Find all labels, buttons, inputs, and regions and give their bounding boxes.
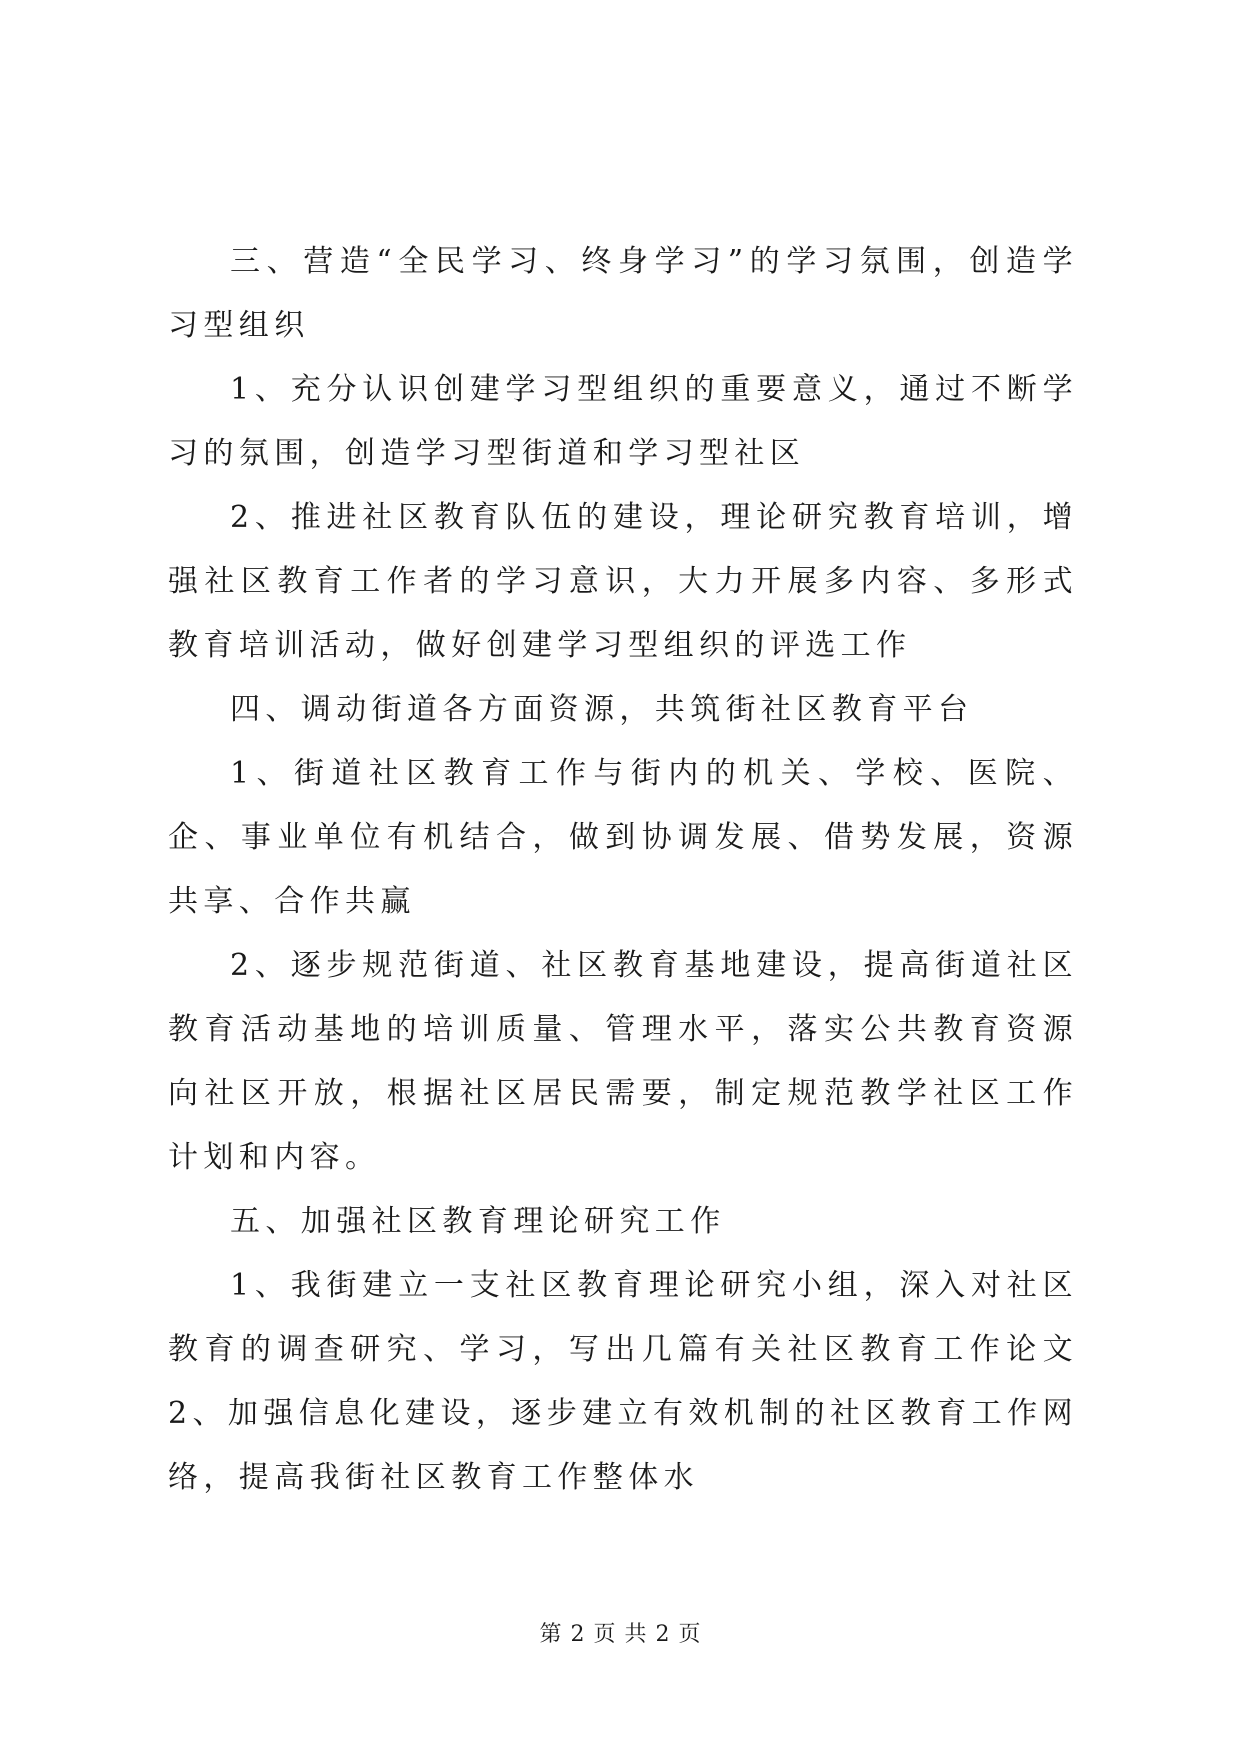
paragraph-section-4-item-1: 1、街道社区教育工作与街内的机关、学校、医院、企、事业单位有机结合，做到协调发展、借势发展，资源共享、合作共赢	[168, 756, 1078, 919]
paragraph-section-3-item-2: 2、推进社区教育队伍的建设，理论研究教育培训，增强社区教育工作者的学习意识，大力开展多内容、多形式教育培训活动，做好创建学习型组织的评选工作	[168, 500, 1078, 663]
paragraph-section-4-item-2: 2、逐步规范街道、社区教育基地建设，提高街道社区教育活动基地的培训质量、管理水平，落实公共教育资源向社区开放，根据社区居民需要，制定规范教学社区工作计划和内容。	[168, 948, 1078, 1175]
paragraph-section-5-item-1: 1、我街建立一支社区教育理论研究小组，深入对社区教育的调查研究、学习，写出几篇有关社区教育工作论文2、加强信息化建设，逐步建立有效机制的社区教育工作网络，提高我街社区教育工作整体水	[168, 1268, 1078, 1495]
paragraph-section-4-heading: 四、调动街道各方面资源，共筑街社区教育平台	[230, 692, 974, 727]
paragraph-section-3-heading: 三、营造“全民学习、终身学习”的学习氛围，创造学习型组织	[168, 244, 1078, 343]
paragraph-section-5-heading: 五、加强社区教育理论研究工作	[230, 1204, 726, 1239]
page-number-footer: 第 2 页 共 2 页	[539, 1622, 702, 1647]
document-body	[168, 230, 1078, 1510]
paragraph-section-3-item-1: 1、充分认识创建学习型组织的重要意义，通过不断学习的氛围，创造学习型街道和学习型社区	[168, 372, 1078, 471]
